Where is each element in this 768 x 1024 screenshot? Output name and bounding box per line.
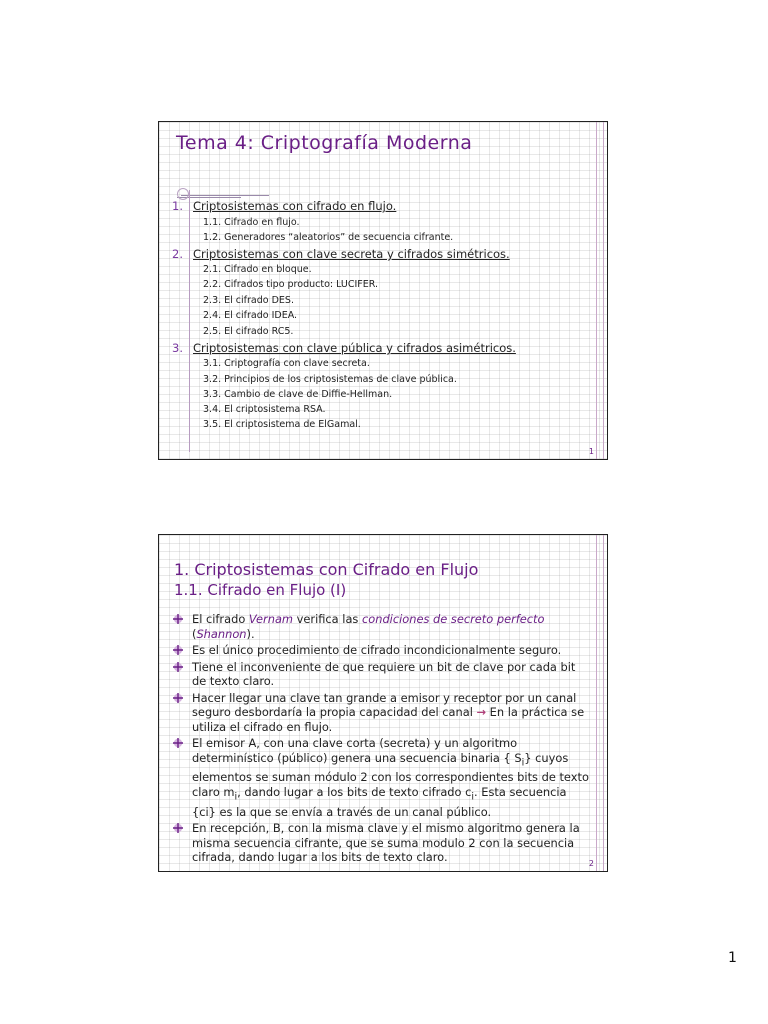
decor-line [603, 535, 604, 871]
bullet-icon [172, 737, 184, 749]
bullet-icon [172, 661, 184, 673]
toc-item: 3.1. Criptografía con clave secreta. [203, 358, 370, 369]
toc-item: 2.4. El cifrado IDEA. [203, 310, 298, 321]
toc-item: 2.3. El cifrado DES. [203, 295, 294, 306]
slide-number: 2 [588, 859, 594, 868]
bullet-list [170, 612, 590, 867]
decor-line [596, 122, 597, 459]
toc-item: 2.2. Cifrados tipo producto: LUCIFER. [203, 279, 379, 290]
slide-1 [158, 121, 608, 460]
decor-line [596, 535, 597, 871]
slide-2 [158, 534, 608, 872]
slide-title: Tema 4: Criptografía Moderna [176, 132, 473, 154]
list-item: El cifrado Vernam verifica las condiciones de secreto perfecto (Shannon). [170, 612, 590, 641]
arrow-right-icon: → [476, 705, 487, 719]
decor-line [189, 190, 190, 452]
bullet-icon [172, 644, 184, 656]
list-item: Es el único procedimiento de cifrado incondicionalmente seguro. [170, 643, 590, 658]
toc-item: 3.3. Cambio de clave de Diffie-Hellman. [203, 389, 393, 400]
toc-item: 3.4. El criptosistema RSA. [203, 404, 326, 415]
list-item: Hacer llegar una clave tan grande a emisor y receptor por un canal seguro desbordaría la propia capacidad del canal → En la práctica se utiliza el cifrado en flujo. [170, 691, 590, 735]
toc-section: 2. Criptosistemas con clave secreta y cifrados simétricos. [172, 247, 510, 261]
decor-line [181, 195, 269, 196]
slide-subtitle: 1.1. Cifrado en Flujo (I) [174, 581, 347, 599]
decor-line [603, 122, 604, 459]
toc-item: 2.5. El cifrado RC5. [203, 326, 294, 337]
bullet-icon [172, 613, 184, 625]
slide-number: 1 [588, 447, 594, 456]
toc-item: 1.1. Cifrado en flujo. [203, 217, 300, 228]
toc-item: 1.2. Generadores “aleatorios” de secuencia cifrante. [203, 232, 454, 243]
list-item: Tiene el inconveniente de que requiere un bit de clave por cada bit de texto claro. [170, 660, 590, 689]
toc-item: 3.5. El criptosistema de ElGamal. [203, 419, 361, 430]
toc-section: 1. Criptosistemas con cifrado en flujo. [172, 199, 397, 213]
toc-item: 2.1. Cifrado en bloque. [203, 264, 312, 275]
toc-section: 3. Criptosistemas con clave pública y cifrados asimétricos. [172, 341, 516, 355]
slide-title: 1. Criptosistemas con Cifrado en Flujo [174, 560, 479, 579]
page-number: 1 [728, 950, 737, 966]
toc-item: 3.2. Principios de los criptosistemas de clave pública. [203, 374, 457, 385]
list-item: El emisor A, con una clave corta (secreta) y un algoritmo determinístico (público) genera una secuencia binaria { $S_i$} cuyos elementos se suman módulo 2 con los correspondientes bits de texto claro $m_i$, dando lugar a los bits de texto cifrado $c_i$. Esta secuencia {ci} es la que se envía a través de un canal público. [170, 736, 590, 819]
bullet-icon [172, 822, 184, 834]
bullet-icon [172, 692, 184, 704]
list-item: En recepción, B, con la misma clave y el mismo algoritmo genera la misma secuencia cifrante, que se suma modulo 2 con la secuencia cifrada, dando lugar a los bits de texto claro. [170, 821, 590, 865]
